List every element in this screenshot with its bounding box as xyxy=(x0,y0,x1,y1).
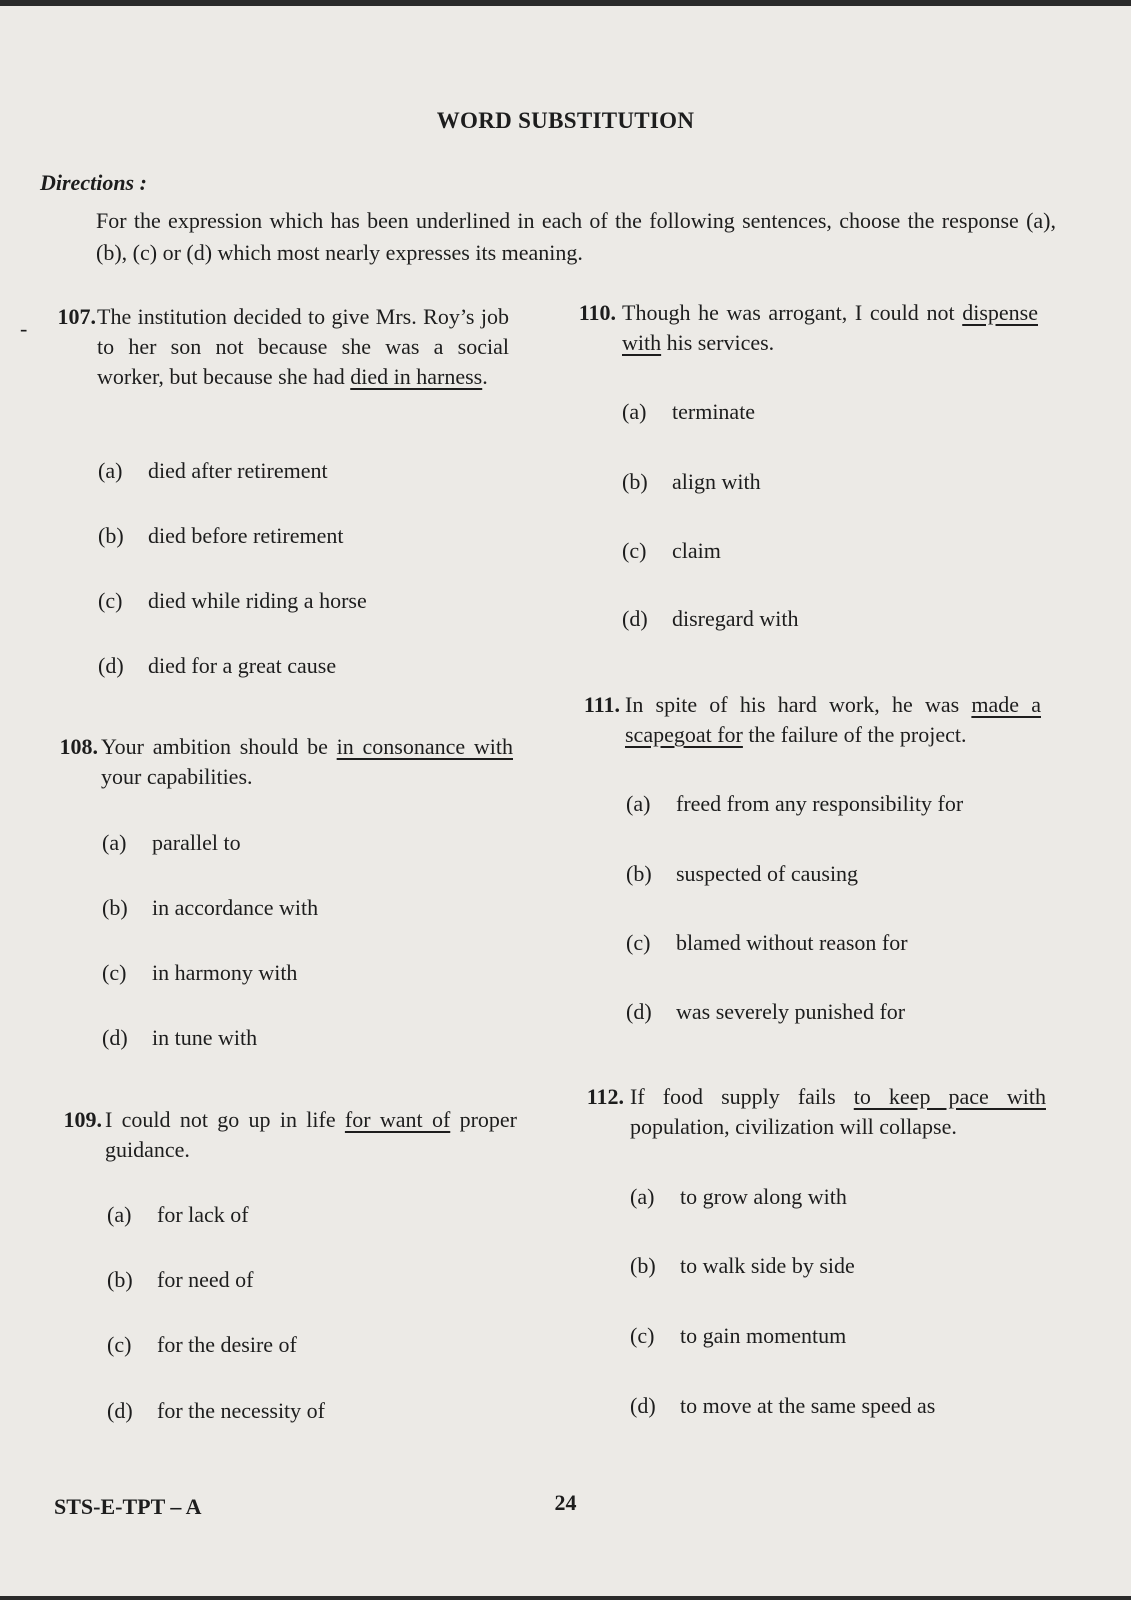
option-c[interactable]: (c) blamed without reason for xyxy=(626,930,908,955)
option-a[interactable]: (a) parallel to xyxy=(102,830,241,855)
option-b[interactable]: (b) for need of xyxy=(107,1267,254,1292)
option-a[interactable]: (a) to grow along with xyxy=(630,1184,847,1209)
option-c[interactable]: (c) in harmony with xyxy=(102,960,298,985)
question-110 xyxy=(558,298,1038,631)
question-number: 109. xyxy=(63,1107,102,1132)
question-107 xyxy=(38,302,509,678)
page-title: WORD SUBSTITUTION xyxy=(436,108,695,133)
question-stem xyxy=(44,1105,517,1165)
underlined-phrase: died in harness xyxy=(350,364,483,389)
underlined-phrase: for want of xyxy=(344,1107,451,1132)
question-stem xyxy=(566,1082,1046,1142)
question-number: 108. xyxy=(59,734,98,759)
question-number: 107. xyxy=(57,304,96,329)
question-number: 112. xyxy=(586,1084,624,1109)
option-b[interactable]: (b) suspected of causing xyxy=(626,861,859,886)
option-c[interactable]: (c) died while riding a horse xyxy=(98,588,367,613)
option-a[interactable]: (a) freed from any responsibility for xyxy=(626,791,964,816)
margin-mark: - xyxy=(20,316,28,341)
option-d[interactable]: (d) disregard with xyxy=(622,606,799,631)
directions-text: For the expression which has been underlined in each of the following sentences, choose the response (a), (b), (c) or (d) which most nearly expresses its meaning. xyxy=(96,208,1056,265)
question-stem xyxy=(558,298,1038,358)
question-text: Your ambition should be in consonance with your capabilities. xyxy=(101,734,513,789)
option-a[interactable]: (a) for lack of xyxy=(107,1202,249,1227)
question-112 xyxy=(566,1082,1046,1418)
question-stem xyxy=(40,732,513,792)
option-a[interactable]: (a) terminate xyxy=(622,399,756,424)
question-109 xyxy=(44,1105,517,1423)
option-a[interactable]: (a) died after retirement xyxy=(98,458,328,483)
option-d[interactable]: (d) was severely punished for xyxy=(626,999,906,1024)
option-c[interactable]: (c) claim xyxy=(622,538,721,563)
option-c[interactable]: (c) to gain momentum xyxy=(630,1323,847,1348)
option-b[interactable]: (b) died before retirement xyxy=(98,523,344,548)
underlined-phrase: made a scapegoat for xyxy=(625,692,1041,747)
underlined-phrase: in consonance with xyxy=(336,734,513,759)
question-text: In spite of his hard work, he was made a scapegoat for the failure of the project. xyxy=(625,692,1041,747)
question-number: 111. xyxy=(583,692,620,717)
question-108 xyxy=(40,732,513,1050)
option-b[interactable]: (b) align with xyxy=(622,469,761,494)
question-text: I could not go up in life for want of proper guidance. xyxy=(105,1107,517,1162)
option-d[interactable]: (d) to move at the same speed as xyxy=(630,1393,936,1418)
option-b[interactable]: (b) in accordance with xyxy=(102,895,319,920)
option-c[interactable]: (c) for the desire of xyxy=(107,1332,297,1357)
directions-label: Directions : xyxy=(40,170,147,195)
top-border xyxy=(0,0,1131,6)
underlined-phrase: to keep pace with xyxy=(853,1084,1046,1109)
option-d[interactable]: (d) in tune with xyxy=(102,1025,258,1050)
question-stem xyxy=(38,302,509,392)
footer-code: STS-E-TPT – A xyxy=(54,1494,202,1519)
question-text: The institution decided to give Mrs. Roy’s job to her son not because she was a social worker, but because she had died in harness. xyxy=(97,304,509,389)
question-number: 110. xyxy=(578,300,616,325)
option-b[interactable]: (b) to walk side by side xyxy=(630,1253,855,1278)
page-number: 24 xyxy=(554,1490,577,1515)
question-stem xyxy=(562,690,1041,750)
option-d[interactable]: (d) died for a great cause xyxy=(98,653,337,678)
question-text: Though he was arrogant, I could not dispense with his services. xyxy=(622,300,1038,355)
underlined-phrase: dispense with xyxy=(622,300,1038,355)
bottom-border xyxy=(0,1596,1131,1600)
option-d[interactable]: (d) for the necessity of xyxy=(107,1398,325,1423)
question-111 xyxy=(562,690,1041,1024)
question-text: If food supply fails to keep pace with population, civilization will collapse. xyxy=(630,1084,1046,1139)
